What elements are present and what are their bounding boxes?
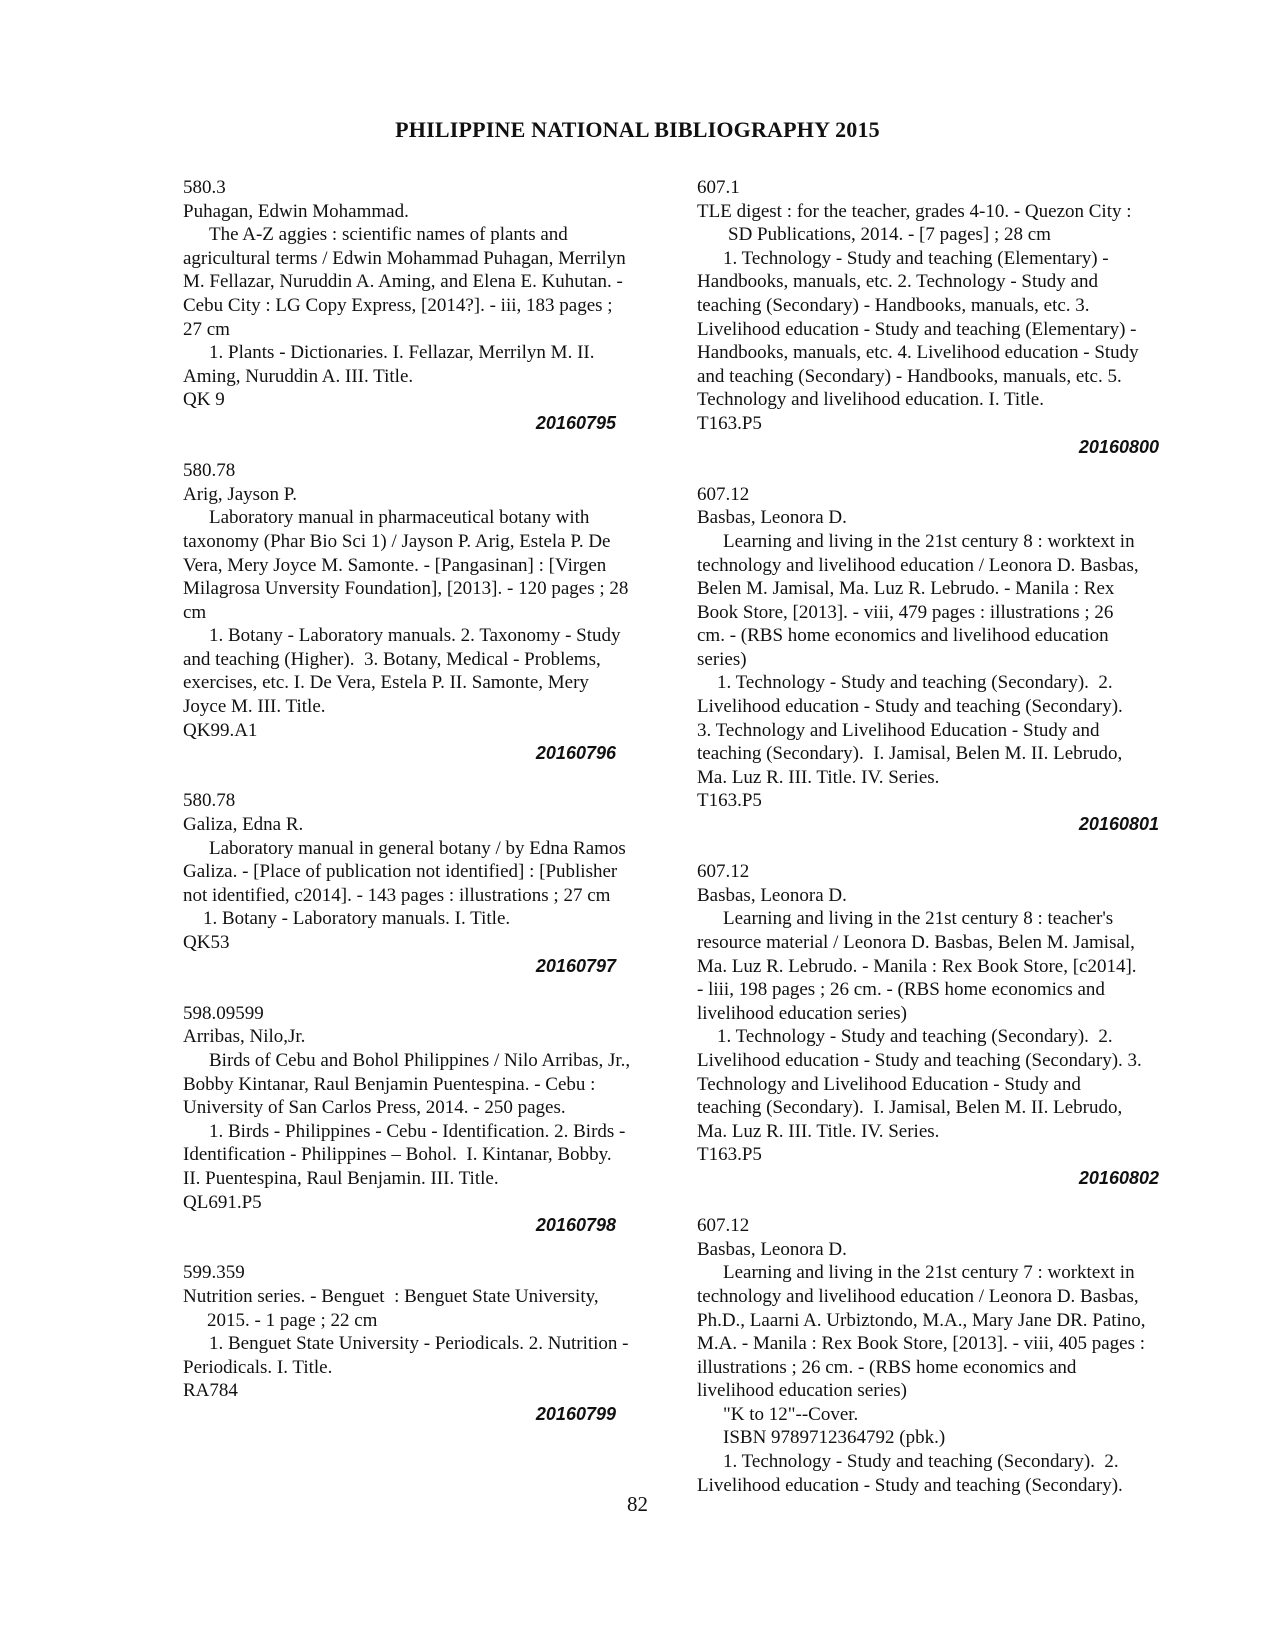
record-number: 20160799 [535,1403,616,1424]
entry-line: Basbas, Leonora D. [697,507,847,529]
entry-line: 1. Botany - Laboratory manuals. 2. Taxonomy - Study [209,625,621,647]
class-number: 599.359 [183,1262,245,1284]
entry-line: Laboratory manual in general botany / by Edna Ramos [209,837,626,859]
bibliographic-entry [183,1002,668,1238]
record-number: 20160802 [1078,1167,1159,1188]
record-number: 20160800 [1078,436,1159,457]
entry-line: Periodicals. I. Title. [183,1356,333,1378]
entry-line: QK53 [183,932,230,953]
entry-line: 1. Technology - Study and teaching (Secondary). 2. [717,672,1113,694]
entry-line: Vera, Mery Joyce M. Samonte. - [Pangasinan] : [Virgen [183,554,607,576]
entry-line: livelihood education series) [697,1002,907,1024]
entry-line: 1. Technology - Study and teaching (Secondary). 2. [723,1451,1119,1473]
entry-line: livelihood education series) [697,1380,907,1402]
right-column [697,176,1187,1497]
entry-line: Learning and living in the 21st century 7 : worktext in [723,1262,1135,1284]
page-title: PHILIPPINE NATIONAL BIBLIOGRAPHY 2015 [395,117,880,142]
entry-line: and teaching (Secondary) - Handbooks, manuals, etc. 5. [697,365,1122,387]
class-number: 580.78 [183,460,236,482]
entry-line: exercises, etc. I. De Vera, Estela P. II. Samonte, Mery [183,672,589,694]
entry-line: Identification - Philippines – Bohol. I. Kintanar, Bobby. [183,1144,612,1166]
class-number: 607.1 [697,177,740,198]
entry-line: cm. - (RBS home economics and livelihood education [697,625,1109,647]
entry-line: M.A. - Manila : Rex Book Store, [2013]. - viii, 405 pages : [697,1333,1146,1355]
bibliographic-entry [697,483,1187,837]
entry-line: Galiza. - [Place of publication not identified] : [Publisher [183,861,618,883]
entry-line: Technology and livelihood education. I. Title. [697,389,1044,411]
bibliographic-entry [183,176,668,436]
bibliographic-entry [697,176,1187,459]
entry-line: T163.P5 [697,790,762,812]
entry-line: Book Store, [2013]. - viii, 479 pages : illustrations ; 26 [697,601,1114,623]
entry-line: Bobby Kintanar, Raul Benjamin Puentespina. - Cebu : [183,1073,596,1095]
left-column [183,176,668,1450]
entry-line: ISBN 9789712364792 (pbk.) [723,1427,946,1449]
bibliographic-entry [697,860,1187,1190]
entry-line: The A-Z aggies : scientific names of plants and [209,224,568,246]
entry-line: 1. Benguet State University - Periodicals. 2. Nutrition - [209,1333,629,1355]
entry-line: Ma. Luz R. III. Title. IV. Series. [697,1120,940,1142]
entry-line: and teaching (Higher). 3. Botany, Medical - Problems, [183,648,601,670]
entry-line: 1. Technology - Study and teaching (Secondary). 2. [717,1026,1113,1048]
class-number: 607.12 [697,483,750,505]
entry-line: 1. Birds - Philippines - Cebu - Identification. 2. Birds - [209,1120,626,1142]
entry-line: Livelihood education - Study and teaching (Elementary) - [697,318,1137,340]
entry-line: Puhagan, Edwin Mohammad. [183,200,409,222]
entry-line: QL691.P5 [183,1191,262,1213]
record-number: 20160795 [535,412,616,433]
entry-line: not identified, c2014]. - 143 pages : illustrations ; 27 cm [183,884,611,906]
entry-line: 1. Technology - Study and teaching (Elementary) - [723,247,1109,269]
entry-line: Joyce M. III. Title. [183,696,326,718]
entry-line: technology and livelihood education / Leonora D. Basbas, [697,554,1139,576]
entry-line: Nutrition series. - Benguet : Benguet State University, [183,1285,599,1307]
entry-line: series) [697,648,747,670]
page-number: 82 [627,1492,648,1516]
entry-line: Basbas, Leonora D. [697,1238,847,1260]
entry-line: Ma. Luz R. III. Title. IV. Series. [697,766,940,788]
class-number: 607.12 [697,861,750,883]
entry-line: Learning and living in the 21st century 8 : teacher's [723,908,1114,930]
entry-line: 1. Botany - Laboratory manuals. I. Title. [203,908,511,930]
entry-line: Basbas, Leonora D. [697,884,847,906]
entry-line: Handbooks, manuals, etc. 4. Livelihood education - Study [697,342,1139,364]
entry-line: Galiza, Edna R. [183,814,304,836]
entry-line: teaching (Secondary). I. Jamisal, Belen M. II. Lebrudo, [697,743,1123,765]
entry-line: Handbooks, manuals, etc. 2. Technology - Study and [697,271,1098,293]
entry-line: Livelihood education - Study and teaching (Secondary). [697,696,1123,718]
entry-line: 1. Plants - Dictionaries. I. Fellazar, Merrilyn M. II. [209,342,595,364]
entry-line: technology and livelihood education / Leonora D. Basbas, [697,1285,1139,1307]
entry-line: Cebu City : LG Copy Express, [2014?]. - iii, 183 pages ; [183,294,613,316]
bibliographic-entry [697,1214,1187,1497]
entry-line: Ma. Luz R. Lebrudo. - Manila : Rex Book Store, [c2014]. [697,955,1137,977]
entry-line: teaching (Secondary). I. Jamisal, Belen M. II. Lebrudo, [697,1097,1123,1119]
entry-line: Birds of Cebu and Bohol Philippines / Nilo Arribas, Jr., [209,1049,631,1071]
class-number: 580.78 [183,790,236,812]
record-number: 20160801 [1078,814,1159,835]
entry-line: TLE digest : for the teacher, grades 4-10. - Quezon City : [697,200,1132,222]
entry-line: Learning and living in the 21st century 8 : worktext in [723,530,1135,552]
entry-line: Livelihood education - Study and teaching (Secondary). 3. [697,1049,1142,1071]
entry-line: 3. Technology and Livelihood Education - Study and [697,719,1100,741]
entry-line: taxonomy (Phar Bio Sci 1) / Jayson P. Arig, Estela P. De [183,530,611,552]
entry-line: - liii, 198 pages ; 26 cm. - (RBS home economics and [697,979,1105,1001]
entry-line: teaching (Secondary) - Handbooks, manuals, etc. 3. [697,294,1090,316]
class-number: 607.12 [697,1215,750,1237]
entry-line: II. Puentespina, Raul Benjamin. III. Title. [183,1167,499,1189]
class-number: 580.3 [183,177,226,198]
entry-line: University of San Carlos Press, 2014. - 250 pages. [183,1097,566,1119]
entry-line: Aming, Nuruddin A. III. Title. [183,365,414,387]
entry-line: RA784 [183,1380,238,1402]
entry-line: QK99.A1 [183,719,258,741]
entry-line: QK 9 [183,389,225,411]
entry-line: Arribas, Nilo,Jr. [183,1026,306,1048]
record-number: 20160798 [535,1215,616,1236]
entry-line: Ph.D., Laarni A. Urbiztondo, M.A., Mary Jane DR. Patino, [697,1309,1146,1331]
entry-line: agricultural terms / Edwin Mohammad Puhagan, Merrilyn [183,247,626,269]
entry-line: "K to 12"--Cover. [723,1403,859,1425]
entry-line: M. Fellazar, Nuruddin A. Aming, and Elena E. Kuhutan. - [183,271,623,293]
entry-line: illustrations ; 26 cm. - (RBS home economics and [697,1356,1077,1378]
entry-line: cm [183,601,207,623]
entry-line: Milagrosa Unversity Foundation], [2013]. - 120 pages ; 28 [183,578,629,600]
entry-line: Laboratory manual in pharmaceutical botany with [209,507,590,529]
entry-line: Technology and Livelihood Education - Study and [697,1073,1081,1095]
bibliographic-entry [183,789,668,978]
entry-line: Belen M. Jamisal, Ma. Luz R. Lebrudo. - Manila : Rex [697,578,1115,600]
record-number: 20160796 [535,743,616,764]
entry-line: SD Publications, 2014. - [7 pages] ; 28 cm [728,224,1051,246]
entry-line: Arig, Jayson P. [183,483,298,505]
class-number: 598.09599 [183,1002,264,1024]
entry-line: 2015. - 1 page ; 22 cm [207,1309,378,1331]
entry-line: Livelihood education - Study and teaching (Secondary). [697,1474,1123,1496]
entry-line: T163.P5 [697,1144,762,1166]
entry-line: resource material / Leonora D. Basbas, Belen M. Jamisal, [697,932,1135,953]
entry-line: T163.P5 [697,412,762,434]
entry-line: 27 cm [183,318,230,340]
bibliographic-entry [183,459,668,766]
bibliographic-entry [183,1261,668,1426]
record-number: 20160797 [535,955,616,976]
